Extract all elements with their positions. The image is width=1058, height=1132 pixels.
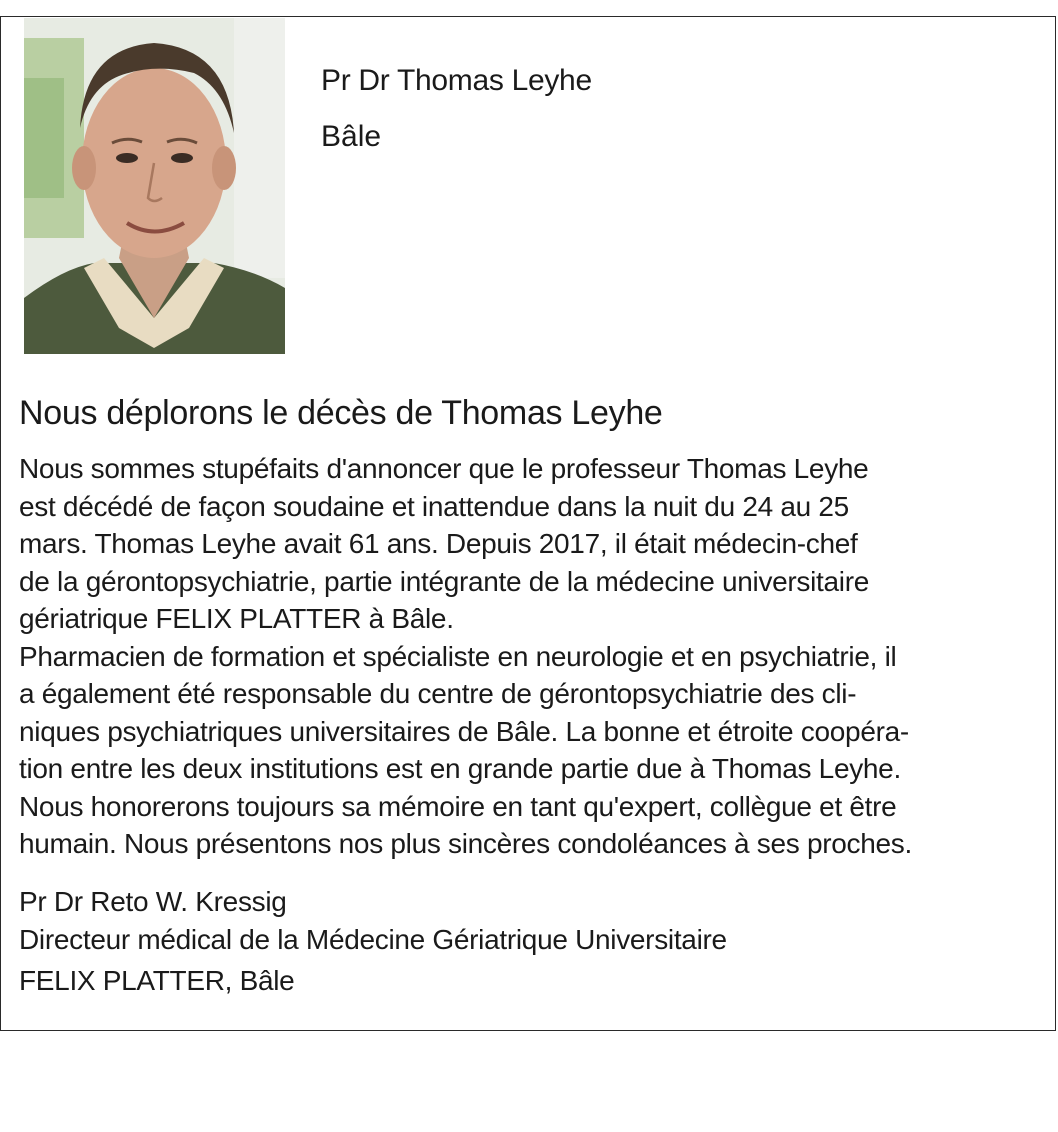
- signature-block: [19, 883, 727, 1003]
- signature-role: Directeur médical de la Médecine Gériatrique Universitaire: [19, 924, 727, 955]
- body-line: niques psychiatriques universitaires de Bâle. La bonne et étroite coopéra-: [19, 715, 909, 747]
- body-line: de la gérontopsychiatrie, partie intégrante de la médecine universitaire: [19, 565, 870, 597]
- body-line: humain. Nous présentons nos plus sincères condoléances à ses proches.: [19, 828, 912, 859]
- signature-institution: FELIX PLATTER, Bâle: [19, 965, 295, 996]
- portrait-photo: [24, 18, 285, 354]
- body-line: Nous sommes stupéfaits d'annoncer que le professeur Thomas Leyhe: [19, 453, 869, 484]
- notice-title: Nous déplorons le décès de Thomas Leyhe: [19, 394, 663, 432]
- obituary-card: [0, 16, 1056, 1031]
- notice-body: [19, 450, 1019, 863]
- body-line: est décédé de façon soudaine et inattendue dans la nuit du 24 au 25: [19, 490, 849, 522]
- body-line: a également été responsable du centre de gérontopsychiatrie des cli-: [19, 678, 857, 709]
- signature-name: Pr Dr Reto W. Kressig: [19, 886, 287, 917]
- body-line: mars. Thomas Leyhe avait 61 ans. Depuis 2017, il était médecin-chef: [19, 528, 858, 559]
- body-line: Pharmacien de formation et spécialiste en neurologie et en psychiatrie, il: [19, 640, 897, 672]
- body-line: gériatrique FELIX PLATTER à Bâle.: [19, 603, 454, 634]
- person-city: Bâle: [321, 120, 382, 153]
- body-line: Nous honorerons toujours sa mémoire en tant qu'expert, collègue et être: [19, 790, 897, 822]
- body-line: tion entre les deux institutions est en grande partie due à Thomas Leyhe.: [19, 753, 901, 784]
- person-name: Pr Dr Thomas Leyhe: [321, 64, 592, 97]
